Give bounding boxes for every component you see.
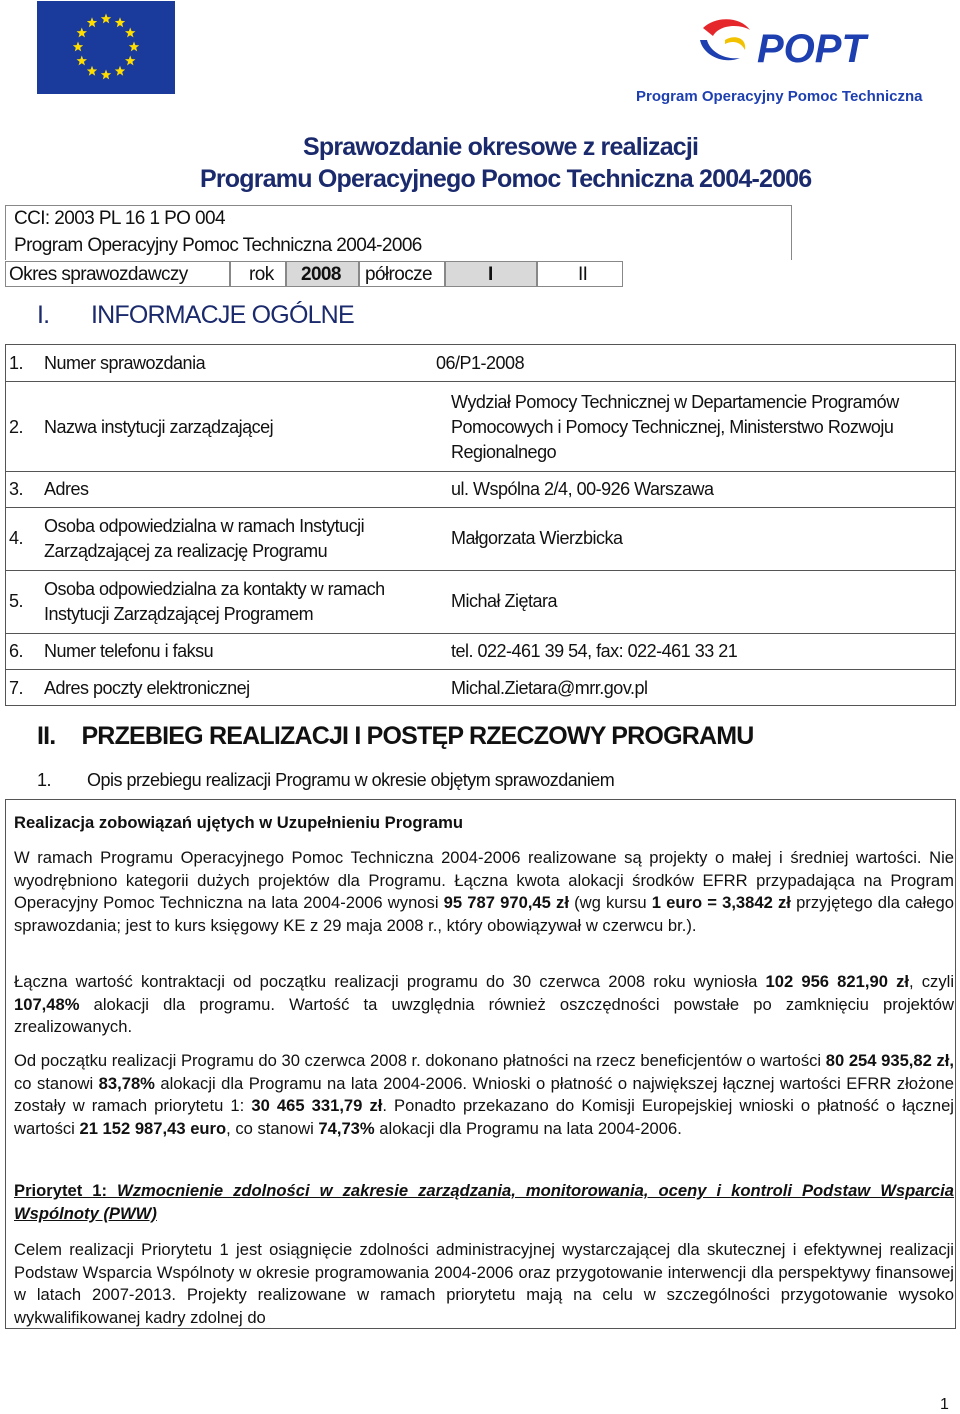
section1-num: I. [37,301,50,329]
row1-label: Numer sprawozdania [44,353,206,373]
row2-value-line3: Regionalnego [451,442,557,462]
page-number: 1 [940,1396,949,1413]
popt-logo-text: POPT [757,27,866,71]
row7-value: Michal.Zietara@mrr.gov.pl [451,678,648,698]
row2-value-line1: Wydział Pomocy Technicznej w Departamencie Programów [451,392,899,412]
paragraph-1: W ramach Programu Operacyjnego Pomoc Techniczna 2004-2006 realizowane są projekty o małej i średniej wartości. Nie wyodrębniono kategorii dużych projektów dla Programu. Łączna kwota alokacji środków EFRR przypadająca na Program Operacyjny Pomoc Techniczna na lata 2004-2006 wynosi 95 787 970,45 zł (wg kursu 1 euro = 3,3842 zł przyjętego dla całego sprawozdania; jest to kurs księgowy KE z 29 maja 2008 r., który obowiązywał w czerwcu br.). [14,848,954,935]
row4-label-line1: Osoba odpowiedzialna w ramach Instytucji [44,516,365,536]
priority-heading: Priorytet 1: Wzmocnienie zdolności w zakresie zarządzania, monitorowania, oceny i kontroli Podstaw Wsparcia Wspólnoty (PWW) [14,1181,955,1223]
row5-label-line1: Osoba odpowiedzialna za kontakty w ramach [44,579,385,599]
eu-flag-icon [37,1,175,94]
paragraph-4: Celem realizacji Priorytetu 1 jest osiągnięcie zdolności administracyjnej wystarczającej dla skutecznej i efektywnej realizacji Podstaw Wsparcia Wspólnoty w okresie programowania 2004-2006 oraz przygotowanie interwencji dla perspektywy finansowej w latach 2007-2013. Projekty realizowane w ramach priorytetu mają na celu w szczególności przygotowanie wysoko wykwalifikowanej kadry zdolnej do [14,1240,954,1327]
row3-value: ul. Wspólna 2/4, 00-926 Warszawa [451,479,714,499]
report-title-line1: Sprawozdanie okresowe z realizacji [303,133,699,161]
row5-num: 5. [9,591,24,611]
cci-box [5,205,792,260]
paragraph-3: Od początku realizacji Programu do 30 czerwca 2008 r. dokonano płatności na rzecz beneficjentów o wartości 80 254 935,82 zł, co stanowi 83,78% alokacji dla Programu na lata 2004-2006. Wnioski o płatność o największej łącznej wartości EFRR złożone zostały w ramach priorytetu 1: 30 465 331,79 zł. Ponadto przekazano do Komisji Europejskiej wnioski o płatność o łącznej wartości 21 152 987,43 euro, co stanowi 74,73% alokacji dla Programu na lata 2004-2006. [14,1051,955,1138]
polrocze-2: II [537,261,623,287]
paragraph-2: Łączna wartość kontraktacji od początku realizacji programu do 30 czerwca 2008 roku wyniosła 102 956 821,90 zł, czyli 107,48% alokacji dla programu. Wartość ta uwzględnia również oszczędności powstałe po zamknięciu projektów zrealizowanych. [14,972,955,1037]
report-title-line2: Programu Operacyjnego Pomoc Techniczna 2004-2006 [200,165,812,193]
section2-sub-num: 1. [37,770,52,790]
description-box [5,799,956,1329]
row6-label: Numer telefonu i faksu [44,641,214,661]
row4-value: Małgorzata Wierzbicka [451,528,623,548]
row3-label: Adres [44,479,89,499]
section2-title: PRZEBIEG REALIZACJI I POSTĘP RZECZOWY PROGRAMU [81,722,754,750]
polrocze-1: I [445,261,537,287]
row6-num: 6. [9,641,24,661]
row4-label-line2: Zarządzającej za realizację Programu [44,541,328,561]
popt-subtitle: Program Operacyjny Pomoc Techniczna [636,88,923,105]
section1-title: INFORMACJE OGÓLNE [91,301,354,329]
row4-num: 4. [9,528,24,548]
row6-value: tel. 022-461 39 54, fax: 022-461 33 21 [451,641,738,661]
row2-value-line2: Pomocowych i Pomocy Technicznej, Ministerstwo Rozwoju [451,417,894,437]
cci-program: Program Operacyjny Pomoc Techniczna 2004-2006 [14,235,422,256]
row2-label: Nazwa instytucji zarządzającej [44,417,274,437]
body-heading: Realizacja zobowiązań ujętych w Uzupełnieniu Programu [14,813,464,832]
section2-subtitle-wrap [37,770,614,791]
polrocze-label: półrocze [359,261,445,287]
row2-num: 2. [9,417,24,437]
section2-sub-title: Opis przebiegu realizacji Programu w okresie objętym sprawozdaniem [87,770,615,790]
row5-value: Michał Ziętara [451,591,558,611]
section2-title-wrap [37,722,754,751]
okres-label: Okres sprawozdawczy [5,261,230,287]
info-table [5,344,956,706]
row7-label: Adres poczty elektronicznej [44,678,250,698]
row7-num: 7. [9,678,24,698]
row3-num: 3. [9,479,24,499]
section2-num: II. [37,722,56,750]
row1-value: 06/P1-2008 [436,353,525,373]
rok-label: rok [230,261,286,287]
row1-num: 1. [9,353,24,373]
cci-code: CCI: 2003 PL 16 1 PO 004 [14,208,225,229]
row5-label-line2: Instytucji Zarządzającej Programem [44,604,314,624]
rok-value: 2008 [286,261,359,287]
